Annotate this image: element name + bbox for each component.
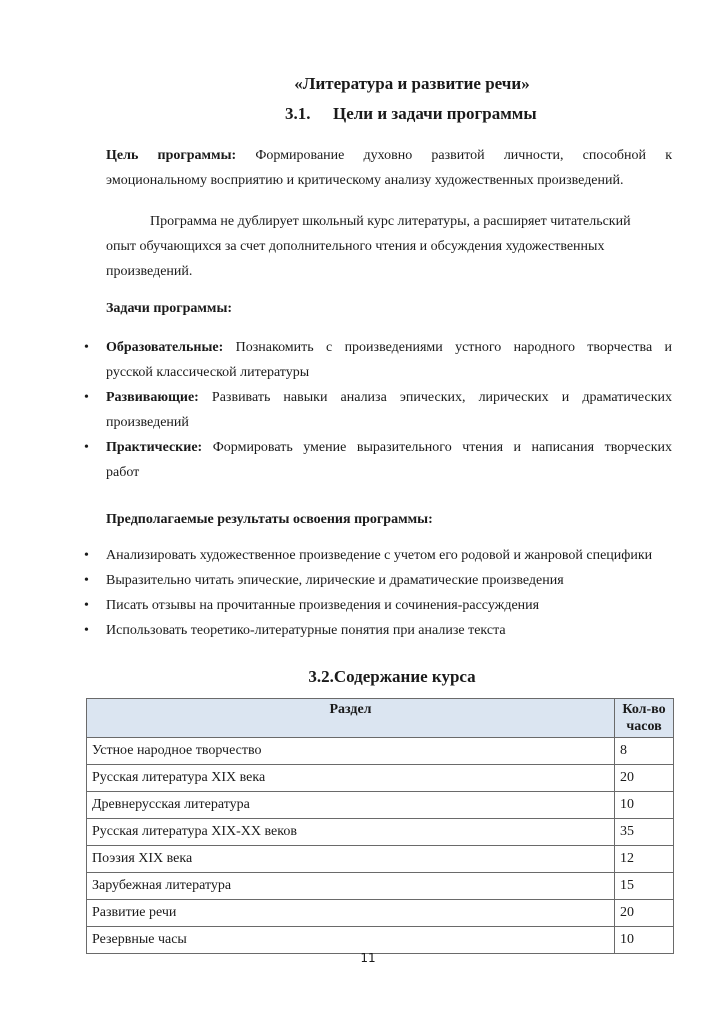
bullet-icon: • — [84, 340, 89, 355]
task-item — [84, 335, 672, 385]
table-row — [87, 792, 674, 819]
table-row — [87, 765, 674, 792]
goal-text-1: Формирование духовно развитой личности, способной к — [255, 148, 672, 163]
intro-paragraph — [106, 209, 672, 284]
table-row — [87, 738, 674, 765]
task-text: Формировать умение выразительного чтения и написания творческих — [212, 440, 673, 455]
results-heading: Предполагаемые результаты освоения программы: — [106, 512, 433, 527]
goal-paragraph — [106, 143, 672, 193]
cell-hours: 20 — [615, 900, 674, 927]
cell-section: Русская литература XIX-XX веков — [87, 819, 615, 846]
task-line-2: работ — [106, 465, 140, 480]
task-text: Развивать навыки анализа эпических, лирических и драматических — [211, 390, 672, 405]
cell-hours: 12 — [615, 846, 674, 873]
table-row — [87, 927, 674, 954]
cell-section: Зарубежная литература — [87, 873, 615, 900]
intro-line-2: опыт обучающихся за счет дополнительного чтения и обсуждения художественных — [106, 239, 605, 254]
cell-section: Резервные часы — [87, 927, 615, 954]
cell-hours: 10 — [615, 927, 674, 954]
bullet-icon: • — [84, 548, 89, 563]
cell-section: Древнерусская литература — [87, 792, 615, 819]
cell-hours: 10 — [615, 792, 674, 819]
result-item — [84, 618, 672, 643]
results-list — [84, 543, 672, 643]
task-label: Образовательные: — [106, 340, 224, 355]
intro-line-1: Программа не дублирует школьный курс литературы, а расширяет читательский — [150, 214, 631, 229]
tasks-heading: Задачи программы: — [106, 301, 233, 316]
bullet-icon: • — [84, 440, 89, 455]
cell-hours: 35 — [615, 819, 674, 846]
task-text: Познакомить с произведениями устного народного творчества и — [235, 340, 672, 355]
column-header-hours: Кол-во часов — [615, 699, 674, 738]
table-header-row — [87, 699, 674, 738]
task-item — [84, 385, 672, 435]
cell-section: Поэзия XIX века — [87, 846, 615, 873]
table-row — [87, 873, 674, 900]
section-title: Цели и задачи программы — [333, 104, 537, 123]
bullet-icon: • — [84, 390, 89, 405]
page-number: 11 — [360, 951, 376, 965]
cell-hours: 20 — [615, 765, 674, 792]
goal-line-2: эмоциональному восприятию и критическому анализу художественных произведений. — [106, 173, 624, 188]
tasks-list — [84, 335, 673, 485]
task-line-1 — [106, 385, 672, 410]
result-text: Анализировать художественное произведение с учетом его родовой и жанровой специфики — [106, 548, 653, 563]
table-row — [87, 819, 674, 846]
task-line-2: русской классической литературы — [106, 365, 310, 380]
result-item — [84, 593, 672, 618]
cell-hours: 8 — [615, 738, 674, 765]
task-item — [84, 435, 673, 485]
result-item — [84, 543, 672, 568]
task-label: Развивающие: — [106, 390, 199, 405]
result-item — [84, 568, 672, 593]
cell-section: Развитие речи — [87, 900, 615, 927]
section-number: 3.1. — [285, 104, 311, 123]
cell-section: Устное народное творчество — [87, 738, 615, 765]
bullet-icon: • — [84, 573, 89, 588]
intro-line-3: произведений. — [106, 264, 193, 279]
goal-label: Цель программы: — [106, 148, 237, 163]
task-label: Практические: — [106, 440, 203, 455]
section-heading-3-1 — [285, 104, 537, 124]
bullet-icon: • — [84, 598, 89, 613]
column-header-section: Раздел — [87, 699, 615, 738]
task-line-1 — [106, 335, 672, 360]
goal-line-1 — [106, 143, 672, 168]
result-text: Использовать теоретико-литературные понятия при анализе текста — [106, 623, 506, 638]
course-table — [86, 698, 674, 954]
bullet-icon: • — [84, 623, 89, 638]
task-line-1 — [106, 435, 672, 460]
table-row — [87, 846, 674, 873]
task-line-2: произведений — [106, 415, 189, 430]
result-text: Выразительно читать эпические, лирические и драматические произведения — [106, 573, 564, 588]
cell-section: Русская литература XIX века — [87, 765, 615, 792]
result-text: Писать отзывы на прочитанные произведения и сочинения-рассуждения — [106, 598, 540, 613]
table-row — [87, 900, 674, 927]
section-heading-3-2: 3.2.Содержание курса — [308, 667, 476, 686]
cell-hours: 15 — [615, 873, 674, 900]
document-title: «Литература и развитие речи» — [294, 74, 530, 93]
